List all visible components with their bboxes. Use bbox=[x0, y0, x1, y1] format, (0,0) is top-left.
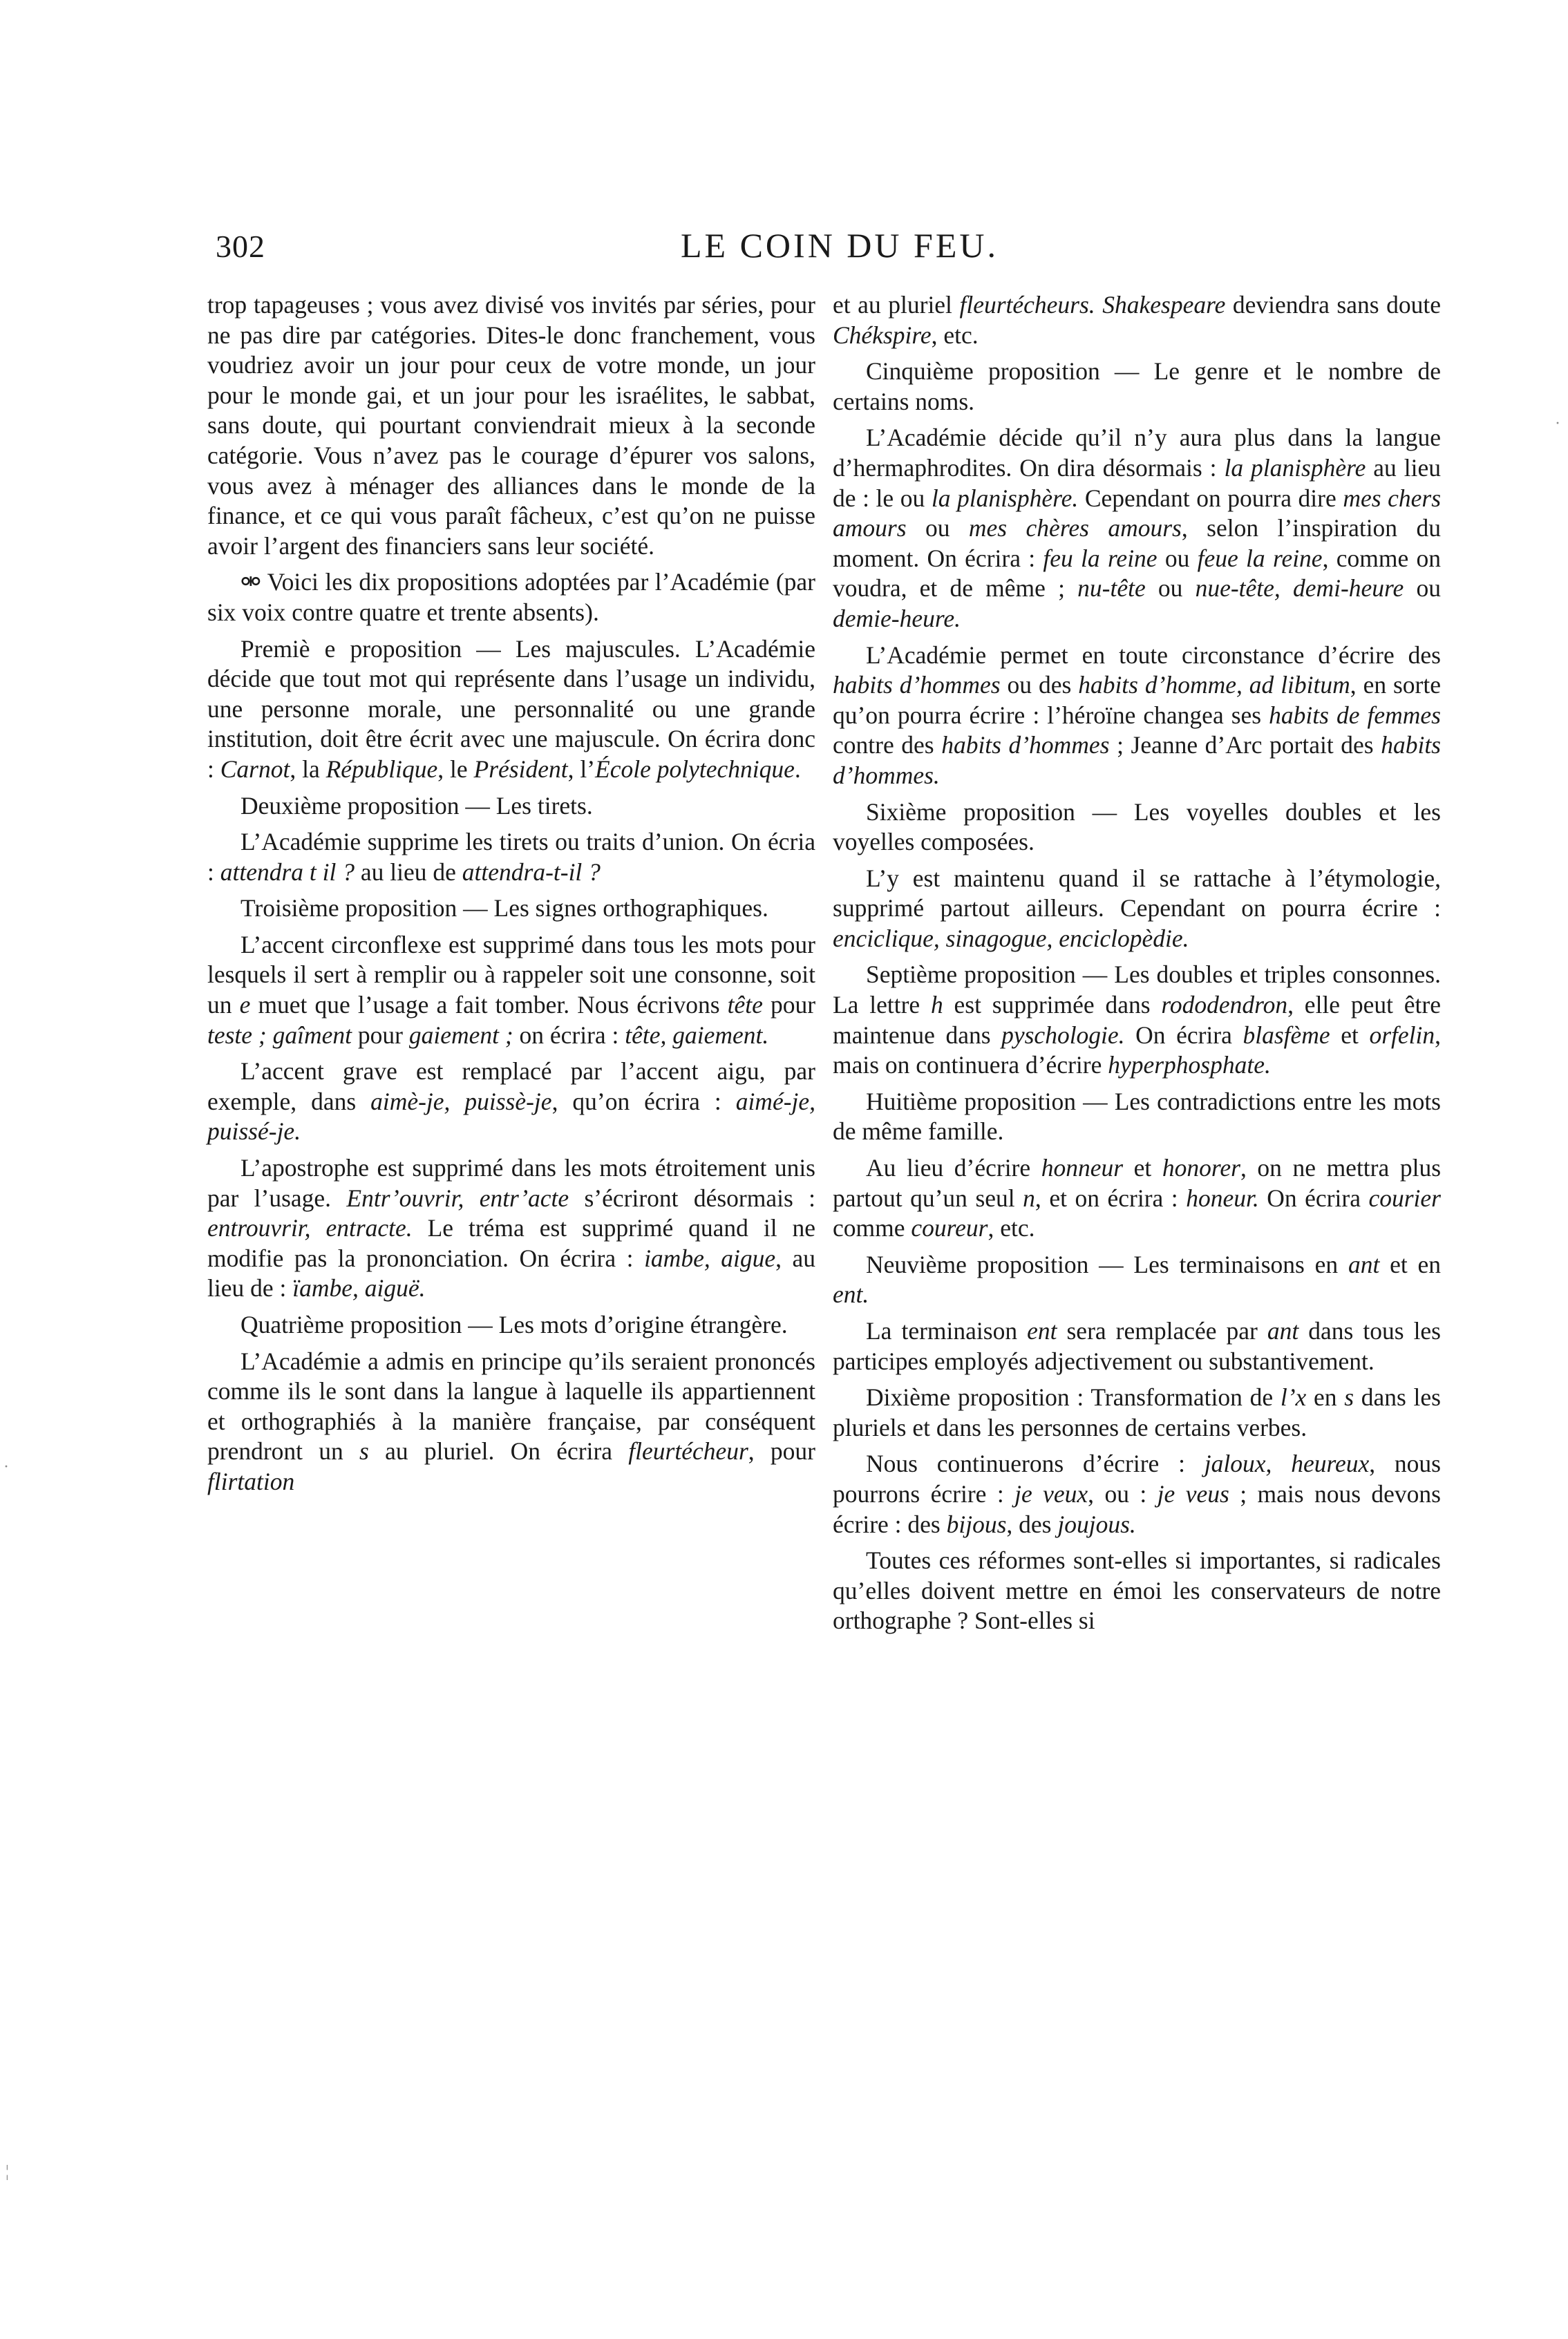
paragraph: Premiè e proposition — Les majuscules. L’Académie décide que tout mot qui représente dans l’usage un individu, une personne morale, une personnalité ou une grande institution, doit être écrit avec une majuscule. On écrira donc : Carnot, la République, le Président, l’École polytechnique. bbox=[207, 634, 815, 783]
paragraph: L’y est maintenu quand il se rattache à l’étymologie, supprimé partout ailleurs. Cependant on pourra écrire : enciclique, sinagogue, enciclopèdie. bbox=[833, 864, 1441, 952]
paragraph: L’Académie décide qu’il n’y aura plus dans la langue d’hermaphrodites. On dira désormais : la planisphère au lieu de : le ou la planisphère. Cependant on pourra dire mes chers amours ou mes chères amours, selon l’inspiration du moment. On écrira : feu la reine ou feue la reine, comme on voudra, et de même ; nu-tête ou nue-tête, demi-heure ou demie-heure. bbox=[833, 424, 1442, 632]
left-column bbox=[207, 290, 815, 1504]
running-title: LE COIN DU FEU. bbox=[681, 226, 999, 265]
paragraph: Toutes ces réformes sont-elles si importantes, si radicales qu’elles doivent mettre en émoi les conservateurs de notre orthographe ? Sont-elles si bbox=[833, 1546, 1441, 1635]
paragraph: L’Académie a admis en principe qu’ils seraient prononcés comme ils le sont dans la langue à laquelle ils appartiennent et orthographiés à la manière française, par conséquent prendront un s au pluriel. On écrira fleurtécheur, pour flirtation bbox=[207, 1347, 815, 1495]
paragraph: Quatrième proposition — Les mots d’origine étrangère. bbox=[240, 1311, 788, 1338]
paragraph: Dixième proposition : Transformation de l’x en s dans les pluriels et dans les personnes de certains verbes. bbox=[833, 1383, 1441, 1441]
paragraph: Troisième proposition — Les signes orthographiques. bbox=[240, 894, 768, 922]
paragraph: L’Académie supprime les tirets ou traits d’union. On écria : attendra t il ? au lieu de attendra-t-il ? bbox=[207, 828, 815, 886]
margin-mark: · bbox=[3, 1458, 9, 1476]
paragraph: Septième proposition — Les doubles et triples consonnes. La lettre h est supprimée dans rododendron, elle peut être maintenue dans pyschologie. On écrira blasfème et orfelin, mais on continuera d’écrire hyperphosphate. bbox=[833, 960, 1442, 1079]
paragraph: Au lieu d’écrire honneur et honorer, on ne mettra plus partout qu’un seul n, et on écrira : honeur. On écrira courier comme coureur, etc. bbox=[833, 1154, 1442, 1242]
paragraph: Sixième proposition — Les voyelles doubles et les voyelles composées. bbox=[833, 797, 1441, 856]
margin-mark: ¦ bbox=[6, 2163, 9, 2181]
page-number: 302 bbox=[216, 229, 265, 264]
right-column bbox=[833, 290, 1441, 1642]
paragraph: L’accent grave est remplacé par l’accent aigu, par exemple, dans aimè-je, puissè-je, qu’on écrira : aimé-je, puissé-je. bbox=[207, 1057, 816, 1146]
paragraph: trop tapageuses ; vous avez divisé vos invités par séries, pour ne pas dire par catégories. Dites-le donc franchement, vous voudriez avoir un jour pour ceux de votre monde, un jour pour le monde gai, et un jour pour les israélites, le sabbat, sans doute, qui pourtant conviendrait mieux à la seconde catégorie. Vous n’avez pas le courage d’épurer vos salons, vous avez à ménager des alliances dans le monde de la finance, et ce qui vous paraît fâcheux, c’est qu’on ne puisse avoir l’argent des financiers sans leur société. bbox=[207, 291, 815, 560]
paragraph: Cinquième proposition — Le genre et le nombre de certains noms. bbox=[833, 357, 1441, 415]
paragraph: L’apostrophe est supprimé dans les mots étroitement unis par l’usage. Entr’ouvrir, entr’acte s’écriront désormais : entrouvrir, entracte. Le tréma est supprimé quand il ne modifie pas la prononciation. On écrira : iambe, aigue, au lieu de : ïambe, aiguë. bbox=[207, 1154, 816, 1303]
paragraph: Nous continuerons d’écrire : jaloux, heureux, nous pourrons écrire : je veux, ou : je veus ; mais nous devons écrire : des bijous, des joujous. bbox=[833, 1450, 1441, 1538]
paragraph: Neuvième proposition — Les terminaisons en ant et en ent. bbox=[833, 1250, 1441, 1309]
paragraph: La terminaison ent sera remplacée par ant dans tous les participes employés adjectivement ou substantivement. bbox=[833, 1317, 1442, 1375]
margin-mark: · bbox=[1555, 415, 1560, 433]
paragraph: et au pluriel fleurtécheurs. Shakespeare deviendra sans doute Chékspire, etc. bbox=[833, 291, 1441, 349]
paragraph: L’Académie permet en toute circonstance d’écrire des habits d’hommes ou des habits d’homme, ad libitum, en sorte qu’on pourra écrire : l’héroïne changea ses habits de femmes contre des habits d’hommes ; Jeanne d’Arc portait des habits d’hommes. bbox=[833, 641, 1441, 789]
paragraph: ⚮ Voici les dix propositions adoptées par l’Académie (par six voix contre quatre et trente absents). bbox=[207, 568, 815, 626]
paragraph: L’accent circonflexe est supprimé dans tous les mots pour lesquels il sert à remplir ou à rappeler soit une consonne, soit un e muet que l’usage a fait tomber. Nous écrivons tête pour teste ; gaîment pour gaiement ; on écrira : tête, gaiement. bbox=[207, 930, 816, 1049]
paragraph: Deuxième proposition — Les tirets. bbox=[240, 791, 593, 820]
paragraph: Huitième proposition — Les contradictions entre les mots de même famille. bbox=[833, 1087, 1441, 1146]
